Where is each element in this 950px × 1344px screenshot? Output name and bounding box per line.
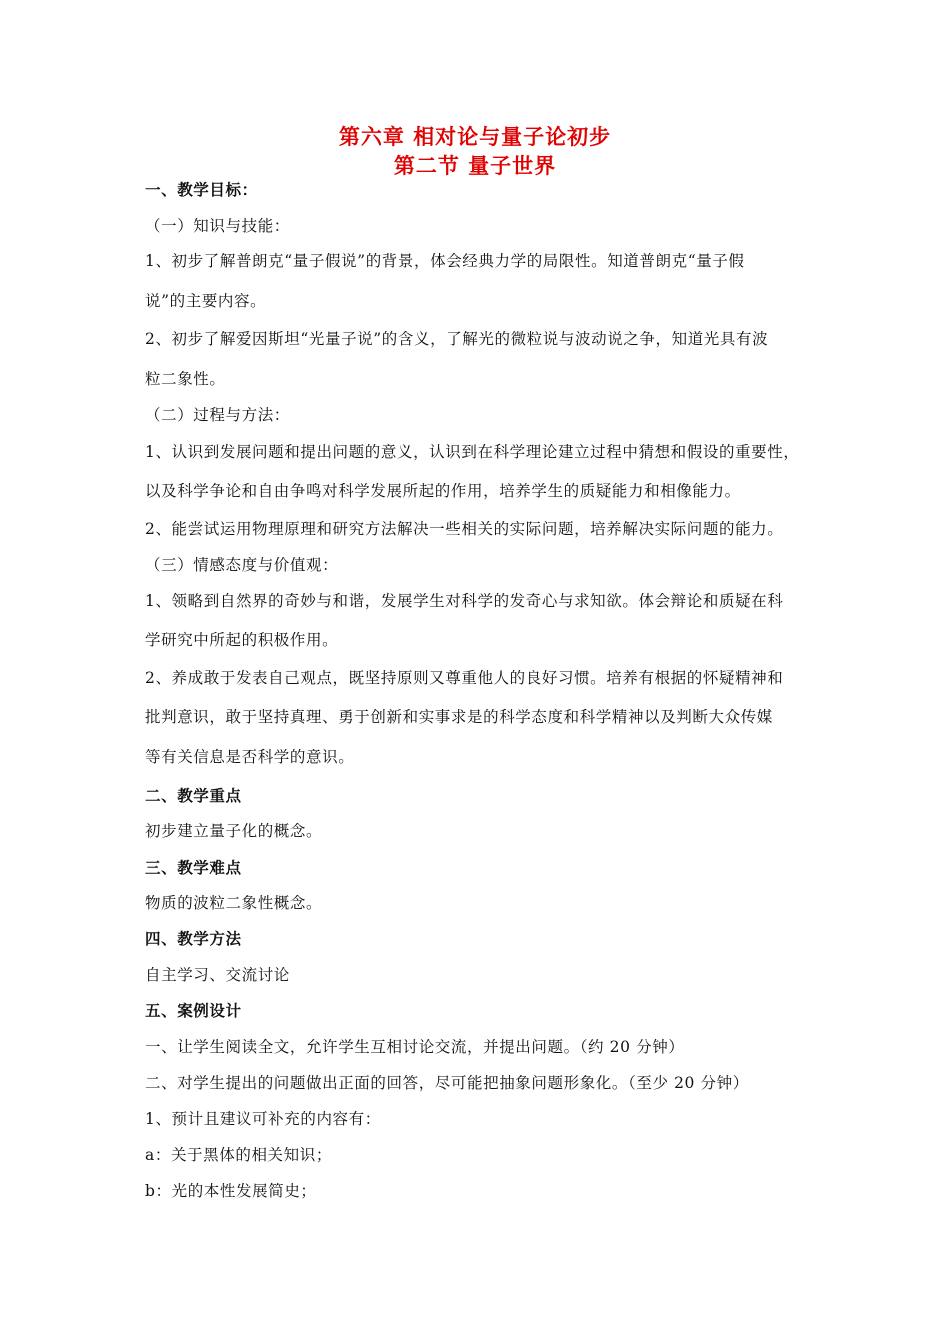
paragraph-line: 1、预计且建议可补充的内容有： — [145, 1110, 381, 1128]
paragraph-line: 2、能尝试运用物理原理和研究方法解决一些相关的实际问题，培养解决实际问题的能力。 — [145, 520, 784, 538]
heading-difficulties: 三、教学难点 — [145, 859, 242, 877]
heading-case-design: 五、案例设计 — [145, 1002, 242, 1020]
paragraph-line: 1、认识到发展问题和提出问题的意义，认识到在科学理论建立过程中猜想和假设的重要性， — [145, 443, 800, 461]
paragraph-line: 1、领略到自然界的奇妙与和谐，发展学生对科学的发奇心与求知欲。体会辩论和质疑在科 — [145, 592, 784, 610]
subheading-process: （二）过程与方法： — [145, 406, 290, 424]
paragraph-line: a：关于黑体的相关知识； — [145, 1146, 332, 1164]
heading-key-points: 二、教学重点 — [145, 787, 242, 805]
paragraph-line: 批判意识，敢于坚持真理、勇于创新和实事求是的科学态度和科学精神以及判断大众传媒 — [145, 708, 773, 726]
paragraph-line: b：光的本性发展简史； — [145, 1182, 317, 1200]
paragraph-line: 粒二象性。 — [145, 370, 226, 388]
paragraph-line: 物质的波粒二象性概念。 — [145, 894, 323, 912]
paragraph-line: 学研究中所起的积极作用。 — [145, 631, 339, 649]
subheading-attitude: （三）情感态度与价值观： — [145, 556, 339, 574]
subheading-knowledge: （一）知识与技能： — [145, 217, 290, 235]
paragraph-line: 二、对学生提出的问题做出正面的回答，尽可能把抽象问题形象化。（至少 20 分钟） — [145, 1074, 749, 1092]
paragraph-line: 1、初步了解普朗克“量子假说”的背景，体会经典力学的局限性。知道普朗克“量子假 — [145, 252, 745, 270]
paragraph-line: 一、让学生阅读全文，允许学生互相讨论交流，并提出问题。（约 20 分钟） — [145, 1038, 685, 1056]
chapter-title: 第六章 相对论与量子论初步 — [338, 125, 612, 149]
section-title: 第二节 量子世界 — [393, 154, 557, 178]
paragraph-line: 自主学习、交流讨论 — [145, 966, 290, 984]
paragraph-line: 等有关信息是否科学的意识。 — [145, 748, 355, 766]
paragraph-line: 以及科学争论和自由争鸣对科学发展所起的作用，培养学生的质疑能力和相像能力。 — [145, 482, 741, 500]
paragraph-line: 初步建立量子化的概念。 — [145, 822, 323, 840]
paragraph-line: 2、初步了解爱因斯坦“光量子说”的含义，了解光的微粒说与波动说之争，知道光具有波 — [145, 330, 769, 348]
paragraph-line: 说”的主要内容。 — [145, 292, 267, 310]
heading-objectives: 一、教学目标： — [145, 181, 258, 199]
paragraph-line: 2、养成敢于发表自己观点，既坚持原则又尊重他人的良好习惯。培养有根据的怀疑精神和 — [145, 669, 784, 687]
heading-methods: 四、教学方法 — [145, 930, 242, 948]
